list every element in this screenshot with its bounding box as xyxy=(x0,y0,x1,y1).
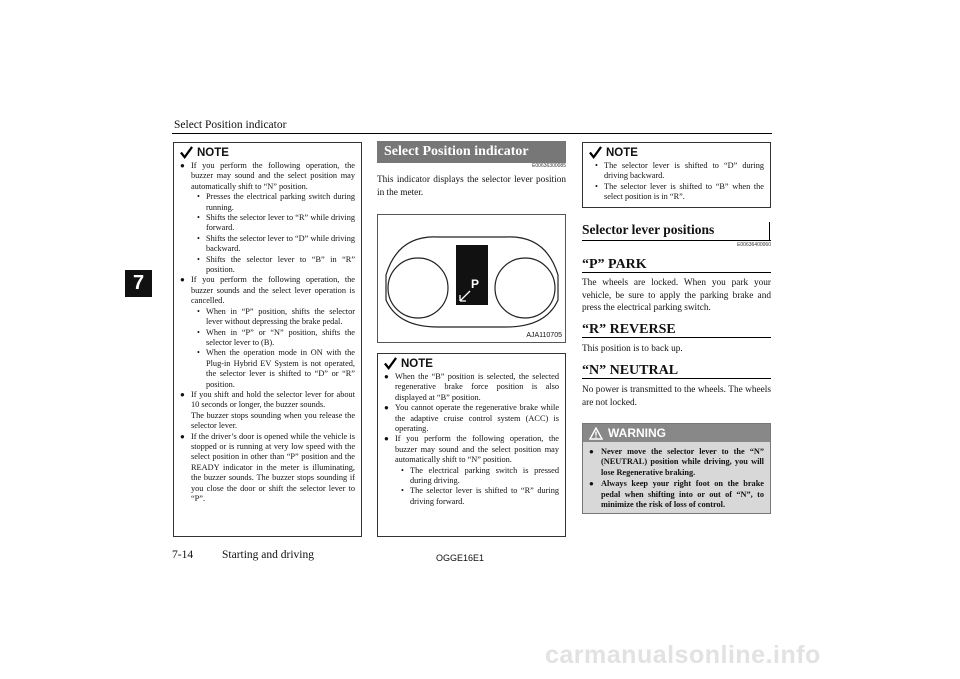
note-check-icon xyxy=(384,357,397,370)
note-header xyxy=(378,354,565,372)
sub-item: • The electrical parking switch is pressed during driving. xyxy=(395,466,559,487)
reverse-rule xyxy=(582,337,771,338)
sub-item: • Shifts the selector lever to “B” in “R” position. xyxy=(191,255,355,276)
section-title-bar: Select Position indicator xyxy=(377,141,566,163)
sub-item: • The selector lever is shifted to “D” during driving backward. xyxy=(589,161,764,182)
warning-triangle-icon xyxy=(589,427,603,440)
warning-label: WARNING xyxy=(608,426,666,440)
lever-section-title: Selector lever positions xyxy=(582,222,715,237)
chapter-tab: 7 xyxy=(125,270,152,297)
list-item xyxy=(180,275,355,389)
note-list xyxy=(180,161,355,504)
warning-list xyxy=(589,447,764,510)
sub-item: • When the operation mode in ON with the Plug-in Hybrid EV System is not operated, the selector lever is shifted to “D” or “R” position. xyxy=(191,348,355,390)
sub-item: • The selector lever is shifted to “B” when the select position is in “R”. xyxy=(589,182,764,203)
note-label: NOTE xyxy=(401,357,433,370)
page-number: 7-14 xyxy=(172,549,194,561)
watermark: carmanualsonline.info xyxy=(545,641,821,669)
lever-code: E00636400060 xyxy=(737,242,771,248)
sub-list xyxy=(395,466,559,508)
figure-label: AJA110705 xyxy=(526,332,562,339)
running-header: Select Position indicator xyxy=(174,119,287,131)
note-box-middle xyxy=(377,353,566,537)
footer-section: Starting and driving xyxy=(222,549,314,561)
note-list xyxy=(384,372,559,507)
list-item xyxy=(180,432,355,505)
park-heading: “P” PARK xyxy=(582,257,647,272)
park-rule xyxy=(582,272,771,273)
sub-item: • Shifts the selector lever to “R” while driving forward. xyxy=(191,213,355,234)
document-code: OGGE16E1 xyxy=(436,553,485,563)
list-item xyxy=(180,390,355,432)
warning-item: ● Never move the selector lever to the “N” (NEUTRAL) position while driving, you will lose Regenerative braking. xyxy=(589,447,764,478)
warning-box xyxy=(582,423,771,514)
list-item-text: If you perform the following operation, the buzzer may sound and the select position may automatically shift to “N” position. xyxy=(191,161,355,191)
list-item-text: If you perform the following operation, the buzzer sounds and the select lever operation is cancelled. xyxy=(191,275,355,306)
list-item: ● You cannot operate the regenerative brake while the adaptive cruise control system (ACC) is operating. xyxy=(384,403,559,434)
sub-list xyxy=(191,307,355,390)
sub-item: • Shifts the selector lever to “D” while driving backward. xyxy=(191,234,355,255)
sub-item: • Presses the electrical parking switch during running. xyxy=(191,192,355,213)
note-check-icon xyxy=(589,146,602,159)
list-item xyxy=(180,161,355,275)
list-item xyxy=(384,434,559,507)
neutral-rule xyxy=(582,378,771,379)
list-item-text: If you perform the following operation, the buzzer may sound and the select position may automatically shift to “N” position. xyxy=(395,434,559,465)
list-item-text: If the driver’s door is opened while the vehicle is stopped or is running at very low speed with the select position in other than “P” position and the READY indicator in the meter is illuminating, the buzzer sounds. The buzzer stops sounding if you close the door or shift the selector lever to “P”. xyxy=(191,431,355,503)
select-position-indicator: P xyxy=(471,277,480,291)
warning-header xyxy=(583,424,770,442)
sub-list xyxy=(589,161,764,203)
note-box-left xyxy=(173,142,362,537)
sub-item: • When in “P” or “N” position, shifts the selector lever to (B). xyxy=(191,328,355,349)
sub-list xyxy=(191,192,355,275)
note-box-right xyxy=(582,142,771,208)
note-label: NOTE xyxy=(606,146,638,159)
meter-figure xyxy=(377,214,566,343)
lever-title-rule xyxy=(582,240,771,241)
sub-item: • When in “P” position, shifts the selector lever without depressing the brake pedal. xyxy=(191,307,355,328)
list-item-tail: The buzzer stops sounding when you release the selector lever. xyxy=(191,410,355,431)
sub-item: • The selector lever is shifted to “R” during driving forward. xyxy=(395,486,559,507)
warning-item: ● Always keep your right foot on the brake pedal when shifting into or out of “N”, to minimize the risk of loss of control. xyxy=(589,479,764,510)
lever-title-corner xyxy=(769,222,770,240)
note-check-icon xyxy=(180,146,193,159)
neutral-text: No power is transmitted to the wheels. The wheels are not locked. xyxy=(582,385,771,408)
note-label: NOTE xyxy=(197,146,229,159)
reverse-heading: “R” REVERSE xyxy=(582,322,676,337)
header-rule xyxy=(172,133,772,134)
neutral-heading: “N” NEUTRAL xyxy=(582,363,679,378)
note-header xyxy=(583,143,770,161)
reverse-text: This position is to back up. xyxy=(582,344,683,354)
section-code: E00636300085 xyxy=(532,163,566,169)
park-text: The wheels are locked. When you park your vehicle, be sure to apply the parking brake and press the electrical parking switch. xyxy=(582,278,771,313)
list-item: ● When the “B” position is selected, the selected regenerative brake force position is also displayed at “B” position. xyxy=(384,372,559,403)
list-item-text: If you shift and hold the selector lever for about 10 seconds or longer, the buzzer sounds. xyxy=(191,389,355,410)
note-header xyxy=(174,143,361,161)
section-intro: This indicator displays the selector lever position in the meter. xyxy=(377,175,566,198)
